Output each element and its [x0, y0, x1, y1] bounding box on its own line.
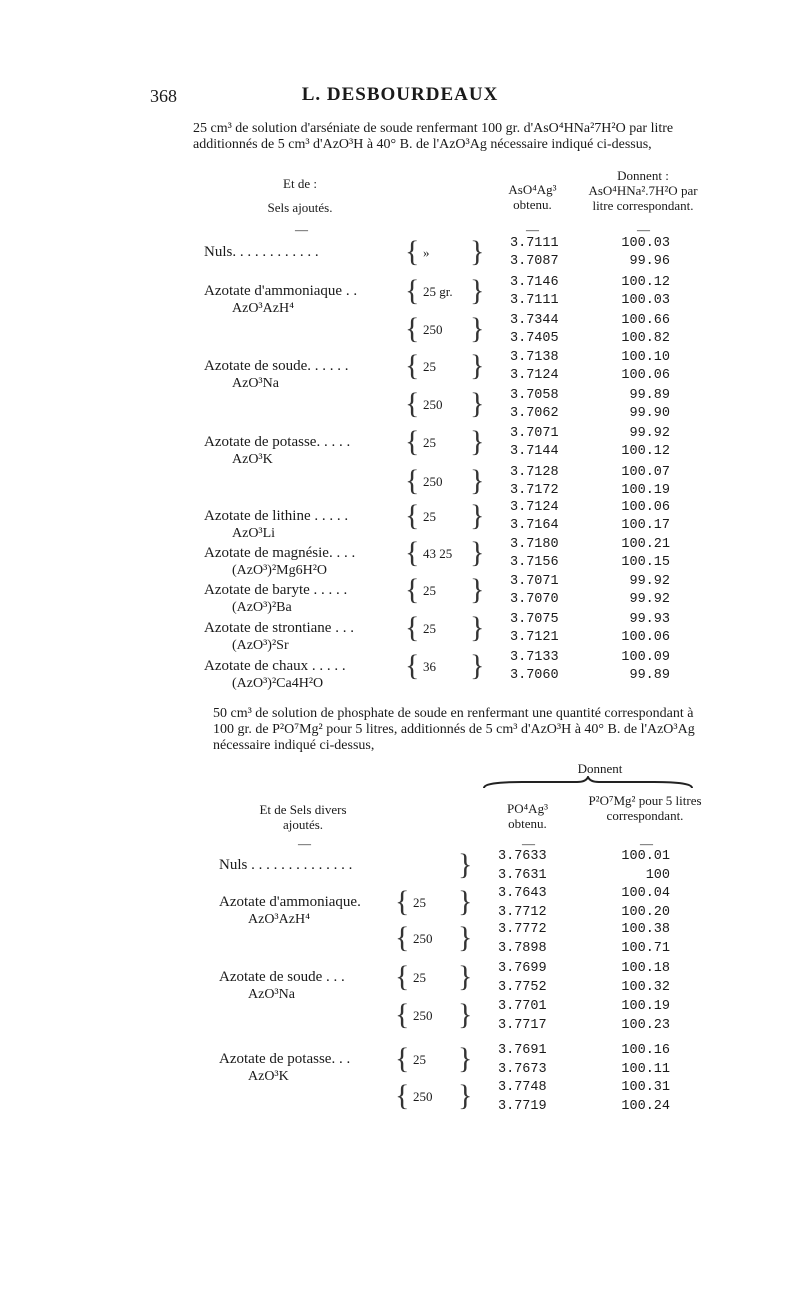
table1-value-obtenu: 3.7124: [510, 368, 559, 383]
table2-value-obtenu: 3.7717: [498, 1018, 547, 1033]
table1-value-obtenu: 3.7124: [510, 500, 559, 515]
table1-salt: Azotate de lithine . . . . .: [204, 508, 349, 524]
table2-right-brace: }: [458, 1079, 473, 1112]
table2-value-obtenu: 3.7748: [498, 1080, 547, 1095]
table1-value-correspondant: 99.93: [629, 612, 670, 627]
table1-value-obtenu: 3.7071: [510, 426, 559, 441]
table2-amount: 25: [413, 970, 426, 985]
table2-left-brace: {: [395, 921, 410, 954]
table2-value-correspondant: 100: [645, 868, 670, 883]
table2-formula: AzO³K: [248, 1069, 289, 1084]
table1-right-brace: }: [470, 235, 485, 268]
table1-amount: 25 gr.: [423, 284, 453, 299]
table1-value-obtenu: 3.7071: [510, 574, 559, 589]
table2-right-brace: }: [458, 960, 473, 993]
table1-value-obtenu: 3.7128: [510, 465, 559, 480]
table2-head-col3: PO⁴Ag³ obtenu.: [507, 801, 548, 831]
table2-value-obtenu: 3.7898: [498, 941, 547, 956]
table1-right-brace: }: [470, 349, 485, 382]
table2-value-correspondant: 100.19: [621, 999, 670, 1014]
table1-value-correspondant: 100.03: [621, 293, 670, 308]
table1-value-obtenu: 3.7144: [510, 444, 559, 459]
table1-right-brace: }: [470, 312, 485, 345]
table1-value-correspondant: 99.89: [629, 388, 670, 403]
table1-value-correspondant: 100.06: [621, 368, 670, 383]
table2-amount: 25: [413, 895, 426, 910]
table2-right-brace: }: [458, 885, 473, 918]
table2-amount: 250: [413, 1089, 433, 1104]
table2-dash-col4: —: [640, 836, 653, 851]
table2-formula: AzO³AzH⁴: [248, 912, 310, 927]
table1-value-obtenu: 3.7146: [510, 275, 559, 290]
table2-value-correspondant: 100.32: [621, 980, 670, 995]
table1-value-obtenu: 3.7075: [510, 612, 559, 627]
table1-value-obtenu: 3.7062: [510, 406, 559, 421]
table2-left-brace: {: [395, 1079, 410, 1112]
table1-salt: Azotate de soude. . . . . .: [204, 358, 349, 374]
table2-salt: Azotate de potasse. . .: [219, 1051, 351, 1067]
table1-value-correspondant: 100.06: [621, 500, 670, 515]
page-number: 368: [150, 86, 177, 106]
table2-left-brace: {: [395, 885, 410, 918]
table2-value-obtenu: 3.7633: [498, 849, 547, 864]
table2-value-obtenu: 3.7752: [498, 980, 547, 995]
table2-value-correspondant: 100.01: [621, 849, 670, 864]
table1-value-obtenu: 3.7405: [510, 331, 559, 346]
table1-value-obtenu: 3.7344: [510, 313, 559, 328]
table1-right-brace: }: [470, 425, 485, 458]
table2-value-correspondant: 100.16: [621, 1043, 670, 1058]
table1-left-brace: {: [405, 573, 420, 606]
table1-value-correspondant: 100.17: [621, 518, 670, 533]
table1-head-col1-a: Et de :: [283, 176, 317, 191]
table2-salt: Azotate d'ammoniaque.: [219, 894, 361, 910]
table2-value-obtenu: 3.7699: [498, 961, 547, 976]
table1-left-brace: {: [405, 464, 420, 497]
table1-value-correspondant: 99.92: [629, 592, 670, 607]
table2-value-correspondant: 100.11: [621, 1062, 670, 1077]
table1-value-correspondant: 100.19: [621, 483, 670, 498]
table1-left-brace: {: [405, 536, 420, 569]
table2-dash-col3: —: [522, 836, 535, 851]
table1-amount: 36: [423, 659, 436, 674]
table1-right-brace: }: [470, 274, 485, 307]
table1-right-brace: }: [470, 536, 485, 569]
table1-right-brace: }: [470, 611, 485, 644]
table1-value-obtenu: 3.7156: [510, 555, 559, 570]
table2-value-obtenu: 3.7643: [498, 886, 547, 901]
table1-formula: (AzO³)²Ba: [232, 600, 292, 615]
table1-value-correspondant: 100.12: [621, 444, 670, 459]
table1-amount: 25: [423, 359, 436, 374]
table2-left-brace: {: [395, 1042, 410, 1075]
table2-right-brace: }: [458, 1042, 473, 1075]
table1-formula: (AzO³)²Mg6H²O: [232, 563, 328, 578]
table1-value-correspondant: 100.03: [621, 236, 670, 251]
table2-value-correspondant: 100.04: [621, 886, 670, 901]
table1-value-correspondant: 100.12: [621, 275, 670, 290]
table2-value-obtenu: 3.7701: [498, 999, 547, 1014]
table1-right-brace: }: [470, 464, 485, 497]
table1-value-correspondant: 99.92: [629, 574, 670, 589]
table1-value-obtenu: 3.7172: [510, 483, 559, 498]
table1-amount: 250: [423, 322, 443, 337]
table2-amount: 250: [413, 931, 433, 946]
table1-amount: 25: [423, 583, 436, 598]
table1-formula: (AzO³)²Sr: [232, 638, 289, 653]
table1-salt: Azotate d'ammoniaque . .: [204, 283, 358, 299]
table1-value-correspondant: 99.89: [629, 668, 670, 683]
table1-value-correspondant: 100.82: [621, 331, 670, 346]
table1-left-brace: {: [405, 499, 420, 532]
table1-value-obtenu: 3.7164: [510, 518, 559, 533]
table1-value-correspondant: 100.15: [621, 555, 670, 570]
table1-value-obtenu: 3.7087: [510, 254, 559, 269]
table1-formula: AzO³AzH⁴: [232, 301, 294, 316]
table1-salt: Azotate de baryte . . . . .: [204, 582, 348, 598]
table1-value-obtenu: 3.7111: [510, 293, 559, 308]
table1-head-col4: Donnent : AsO⁴HNa².7H²O par litre correspondant.: [588, 168, 698, 213]
table2-value-correspondant: 100.38: [621, 922, 670, 937]
table2-value-obtenu: 3.7673: [498, 1062, 547, 1077]
table1-amount: 250: [423, 397, 443, 412]
table2-right-brace: }: [458, 848, 473, 881]
table1-left-brace: {: [405, 274, 420, 307]
table2-value-correspondant: 100.18: [621, 961, 670, 976]
table2-salt: Nuls . . . . . . . . . . . . . .: [219, 857, 353, 873]
table2-value-correspondant: 100.71: [621, 941, 670, 956]
table2-dash-col1: —: [298, 836, 311, 851]
table1-intro: 25 cm³ de solution d'arséniate de soude renfermant 100 gr. d'AsO⁴HNa²7H²O par litre additionnés de 5 cm³ d'AzO³H à 40° B. de l'AzO³Ag nécessaire indiqué ci-dessus,: [193, 121, 674, 152]
table2-value-obtenu: 3.7712: [498, 905, 547, 920]
table1-amount: 250: [423, 474, 443, 489]
table1-value-correspondant: 100.06: [621, 630, 670, 645]
table1-left-brace: {: [405, 312, 420, 345]
table2-value-correspondant: 100.23: [621, 1018, 670, 1033]
table1-value-obtenu: 3.7133: [510, 650, 559, 665]
running-head: L. DESBOURDEAUX: [301, 84, 499, 105]
table1-value-correspondant: 100.10: [621, 350, 670, 365]
table2-donnent-brace: [482, 776, 694, 792]
table1-head-col3: AsO⁴Ag³ obtenu.: [508, 182, 557, 212]
table1-salt: Azotate de chaux . . . . .: [204, 658, 346, 674]
table1-left-brace: {: [405, 349, 420, 382]
table1-left-brace: {: [405, 387, 420, 420]
table1-value-obtenu: 3.7058: [510, 388, 559, 403]
table1-amount: 25: [423, 509, 436, 524]
table1-salt: Azotate de magnésie. . . .: [204, 545, 356, 561]
table1-value-correspondant: 100.21: [621, 537, 670, 552]
table1-value-obtenu: 3.7138: [510, 350, 559, 365]
table1-value-obtenu: 3.7070: [510, 592, 559, 607]
table1-formula: (AzO³)²Ca4H²O: [232, 676, 324, 691]
table1-right-brace: }: [470, 387, 485, 420]
table1-left-brace: {: [405, 611, 420, 644]
table1-value-correspondant: 99.92: [629, 426, 670, 441]
table1-value-correspondant: 100.66: [621, 313, 670, 328]
table1-left-brace: {: [405, 649, 420, 682]
table2-left-brace: {: [395, 960, 410, 993]
table1-left-brace: {: [405, 235, 420, 268]
table2-formula: AzO³Na: [248, 987, 295, 1002]
table1-amount: 43 25: [423, 546, 453, 561]
table2-value-correspondant: 100.24: [621, 1099, 670, 1114]
table2-value-obtenu: 3.7691: [498, 1043, 547, 1058]
table1-amount: 25: [423, 435, 436, 450]
table1-amount: »: [423, 245, 430, 260]
table2-amount: 25: [413, 1052, 426, 1067]
table1-salt: Nuls. . . . . . . . . . . .: [204, 244, 319, 260]
table2-intro: 50 cm³ de solution de phosphate de soude en renfermant une quantité correspondant à 100 gr. de P²O⁷Mg² pour 5 litres, additionnés de 5 cm³ d'AzO³H à 40° B. de l'AzO³Ag nécessaire indiqué ci-dessus,: [213, 706, 695, 753]
table1-formula: AzO³Na: [232, 376, 279, 391]
table1-right-brace: }: [470, 499, 485, 532]
table1-value-obtenu: 3.7180: [510, 537, 559, 552]
table1-dash-col4: —: [637, 222, 650, 237]
table2-salt: Azotate de soude . . .: [219, 969, 345, 985]
table1-right-brace: }: [470, 573, 485, 606]
table2-left-brace: {: [395, 998, 410, 1031]
table2-right-brace: }: [458, 921, 473, 954]
table1-dash-col3: —: [526, 222, 539, 237]
table2-donnent: Donnent: [577, 761, 623, 776]
table1-value-obtenu: 3.7111: [510, 236, 559, 251]
table2-value-correspondant: 100.20: [621, 905, 670, 920]
table1-salt: Azotate de strontiane . . .: [204, 620, 354, 636]
table1-dash-col1: —: [295, 222, 308, 237]
table1-right-brace: }: [470, 649, 485, 682]
table2-right-brace: }: [458, 998, 473, 1031]
table1-salt: Azotate de potasse. . . . .: [204, 434, 351, 450]
table1-amount: 25: [423, 621, 436, 636]
table1-value-correspondant: 99.90: [629, 406, 670, 421]
table1-value-correspondant: 100.07: [621, 465, 670, 480]
table1-formula: AzO³Li: [232, 526, 276, 541]
table1-value-correspondant: 99.96: [629, 254, 670, 269]
table1-value-obtenu: 3.7121: [510, 630, 559, 645]
table2-value-obtenu: 3.7631: [498, 868, 547, 883]
table1-formula: AzO³K: [232, 452, 273, 467]
table1-head-col1-b: Sels ajoutés.: [267, 200, 333, 215]
table2-value-correspondant: 100.31: [621, 1080, 670, 1095]
table1-value-obtenu: 3.7060: [510, 668, 559, 683]
table2-amount: 250: [413, 1008, 433, 1023]
table2-head-col4: P²O⁷Mg² pour 5 litres correspondant.: [588, 793, 702, 823]
table2-value-obtenu: 3.7772: [498, 922, 547, 937]
table1-left-brace: {: [405, 425, 420, 458]
table1-value-correspondant: 100.09: [621, 650, 670, 665]
table2-value-obtenu: 3.7719: [498, 1099, 547, 1114]
table2-head-col1: Et de Sels divers ajoutés.: [259, 802, 347, 832]
